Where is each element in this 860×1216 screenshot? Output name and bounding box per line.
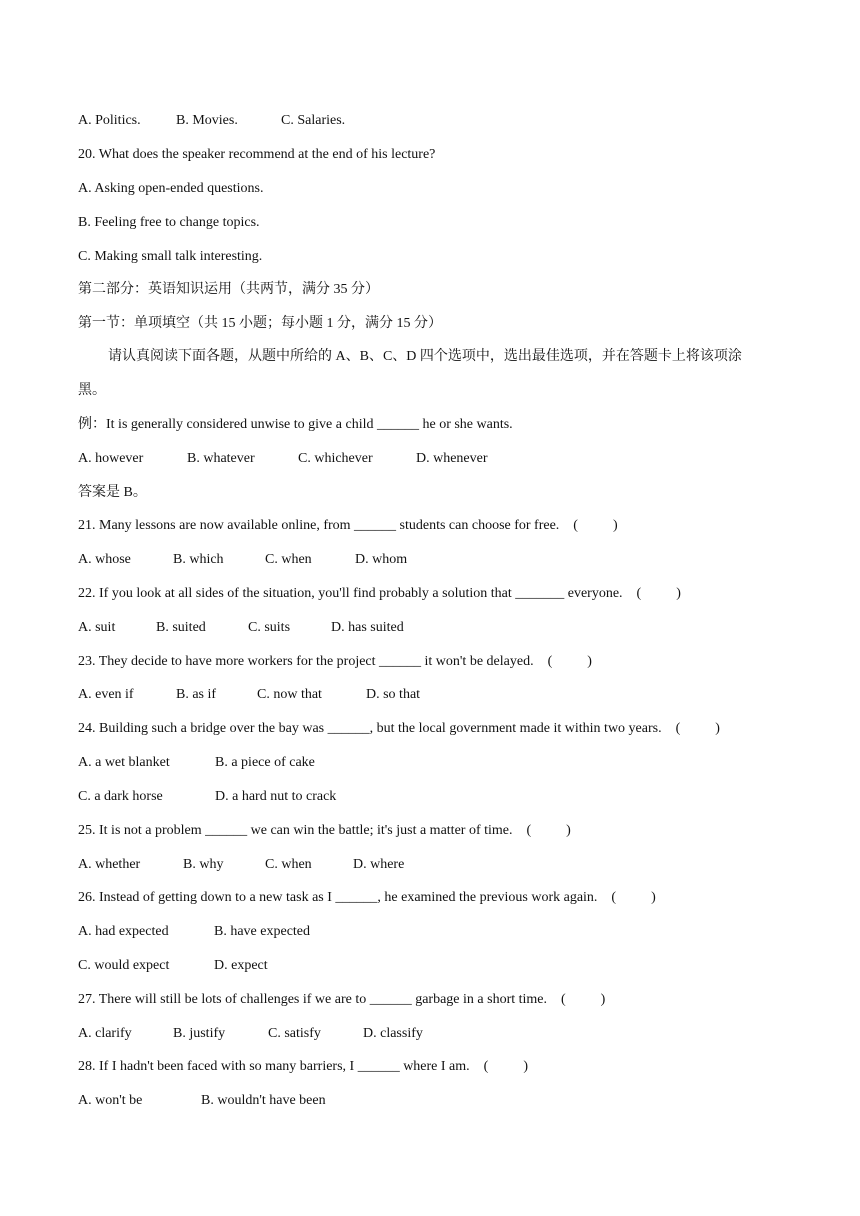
example-option-b: B. whatever (187, 451, 255, 466)
q23-option-c: C. now that (257, 687, 322, 702)
q19-option-b: B. Movies. (176, 113, 238, 128)
q22-option-c: C. suits (248, 620, 291, 635)
q21-option-d: D. whom (355, 552, 408, 567)
q24-option-a: A. a wet blanket (78, 755, 170, 770)
example-answer: 答案是 B。 (78, 485, 147, 500)
q23-option-a: A. even if (78, 687, 134, 702)
q20-option-b: B. Feeling free to change topics. (78, 215, 260, 230)
example-option-a: A. however (78, 451, 144, 466)
q20-option-c: C. Making small talk interesting. (78, 249, 263, 264)
q25-option-b: B. why (183, 857, 224, 872)
q27-option-c: C. satisfy (268, 1026, 321, 1041)
q24-stem: 24. Building such a bridge over the bay was ______, but the local government made it within two years. ( ) (78, 721, 720, 736)
q19-option-c: C. Salaries. (281, 113, 346, 128)
q25-option-c: C. when (265, 857, 312, 872)
example-option-c: C. whichever (298, 451, 373, 466)
q27-stem: 27. There will still be lots of challenges if we are to ______ garbage in a short time. ( ) (78, 992, 606, 1007)
section-heading-single-choice: 第一节：单项填空（共 15 小题；每小题 1 分，满分 15 分） (78, 316, 442, 331)
q22-option-b: B. suited (156, 620, 206, 635)
q23-option-b: B. as if (176, 687, 217, 702)
example-stem: 例：It is generally considered unwise to give a child ______ he or she wants. (78, 417, 513, 432)
instructions-line2: 黑。 (78, 383, 106, 398)
q21-stem: 21. Many lessons are now available online, from ______ students can choose for free. ( ) (78, 518, 618, 533)
q25-option-d: D. where (353, 857, 405, 872)
q24-option-b: B. a piece of cake (215, 755, 315, 770)
q28-stem: 28. If I hadn't been faced with so many barriers, I ______ where I am. ( ) (78, 1059, 528, 1074)
q28-option-b: B. wouldn't have been (201, 1093, 326, 1108)
q26-stem: 26. Instead of getting down to a new task as I ______, he examined the previous work again. ( ) (78, 890, 656, 905)
q23-option-d: D. so that (366, 687, 421, 702)
q27-option-b: B. justify (173, 1026, 226, 1041)
q20-option-a: A. Asking open-ended questions. (78, 181, 264, 196)
q24-option-c: C. a dark horse (78, 789, 163, 804)
q25-stem: 25. It is not a problem ______ we can win the battle; it's just a matter of time. ( ) (78, 823, 571, 838)
q27-option-a: A. clarify (78, 1026, 132, 1041)
q21-option-a: A. whose (78, 552, 131, 567)
example-option-d: D. whenever (416, 451, 488, 466)
q28-option-a: A. won't be (78, 1093, 143, 1108)
q25-option-a: A. whether (78, 857, 141, 872)
q23-stem: 23. They decide to have more workers for the project ______ it won't be delayed. ( ) (78, 654, 592, 669)
q22-stem: 22. If you look at all sides of the situation, you'll find probably a solution that _______ everyone. ( ) (78, 586, 681, 601)
q21-option-c: C. when (265, 552, 312, 567)
q27-option-d: D. classify (363, 1026, 423, 1041)
q22-option-d: D. has suited (331, 620, 404, 635)
q26-option-d: D. expect (214, 958, 268, 973)
instructions-line1: 请认真阅读下面各题，从题中所给的 A、B、C、D 四个选项中，选出最佳选项，并在答题卡上将该项涂 (108, 349, 742, 364)
section-heading-part2: 第二部分：英语知识运用（共两节，满分 35 分） (78, 282, 379, 297)
q26-option-a: A. had expected (78, 924, 169, 939)
q19-option-a: A. Politics. (78, 113, 141, 128)
q22-option-a: A. suit (78, 620, 116, 635)
q24-option-d: D. a hard nut to crack (215, 789, 337, 804)
q26-option-b: B. have expected (214, 924, 311, 939)
q21-option-b: B. which (173, 552, 224, 567)
q20-stem: 20. What does the speaker recommend at the end of his lecture? (78, 147, 436, 162)
q26-option-c: C. would expect (78, 958, 170, 973)
